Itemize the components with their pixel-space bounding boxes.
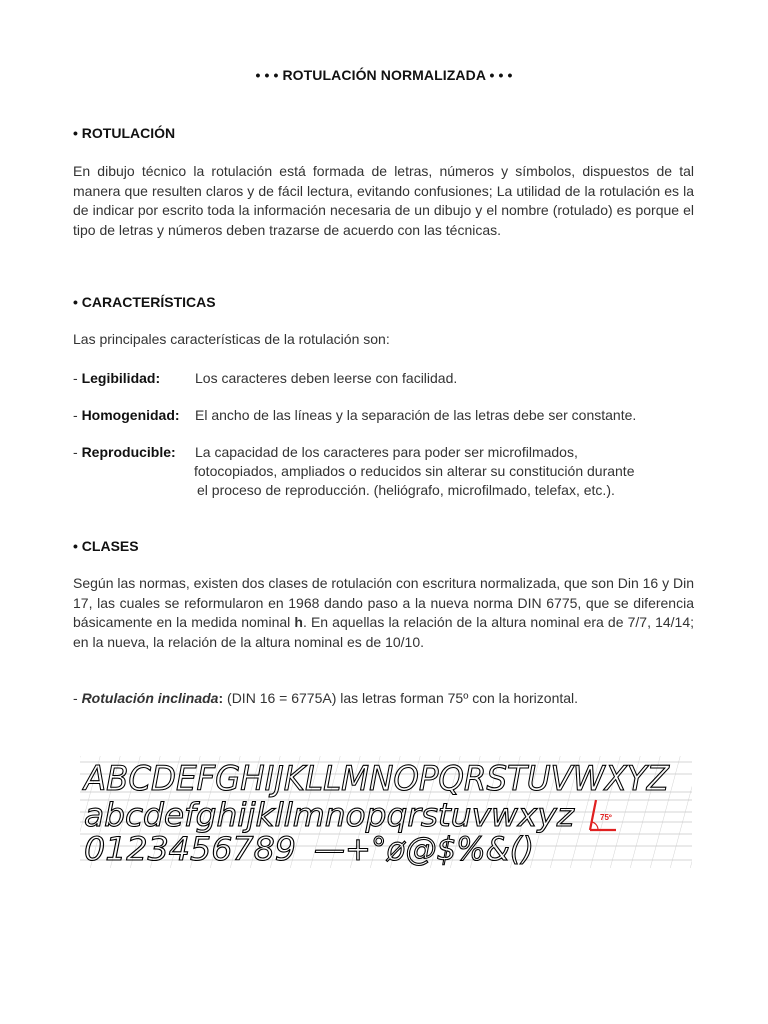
paragraph-clases-text-b: . En aquellas la relación de la altura nominal era de 7/7, 14/14; en la nueva, la relación de la altura nominal es de 10/10.	[73, 614, 694, 650]
digits-sample: 0123456789	[84, 830, 296, 868]
item-reproducible	[73, 444, 176, 460]
inclinada-prefix: -	[73, 690, 82, 706]
heading-rotulacion: • ROTULACIÓN	[73, 125, 176, 141]
angle-label: 75º	[600, 813, 612, 822]
item-legibilidad-desc: Los caracteres deben leerse con facilidad.	[195, 370, 458, 386]
inclinada-colon: :	[218, 690, 224, 706]
rotulacion-inclinada-line	[73, 690, 578, 706]
item-term: Reproducible:	[81, 444, 176, 460]
item-homogenidad	[73, 407, 180, 423]
inclinada-term: Rotulación inclinada	[81, 690, 219, 706]
item-prefix: -	[73, 444, 82, 460]
page-title: • • • ROTULACIÓN NORMALIZADA • • •	[255, 67, 513, 83]
item-reproducible-desc-line-1: La capacidad de los caracteres para poder ser microfilmados,	[195, 444, 578, 460]
uppercase-alphabet: ABCDEFGHIJKLLMNOPQRSTUVWXYZ	[82, 759, 670, 799]
item-reproducible-desc-line-2: fotocopiados, ampliados o reducidos sin alterar su constitución durante	[194, 463, 635, 479]
lettering-sample-svg	[80, 756, 692, 868]
item-term: Legibilidad:	[81, 370, 161, 386]
paragraph-rotulacion: En dibujo técnico la rotulación está formada de letras, números y símbolos, dispuestos de tal manera que resulten claros y de fácil lectura, evitando confusiones; La utilidad de la rotulación es la de indicar por escrito toda la información necesaria de un dibujo y el nombre (rotulado) es porque el tipo de letras y números deben trazarse de acuerdo con las técnicas.	[73, 163, 694, 238]
caracteristicas-intro: Las principales características de la rotulación son:	[73, 331, 390, 347]
heading-caracteristicas: • CARACTERÍSTICAS	[73, 294, 216, 310]
lettering-sample-figure	[80, 756, 692, 868]
nominal-h: h	[294, 614, 303, 630]
paragraph-clases	[73, 574, 694, 652]
item-legibilidad	[73, 370, 160, 386]
item-term: Homogenidad:	[81, 407, 180, 423]
paragraph-clases-text-a: Según las normas, existen dos clases de rotulación con escritura normalizada, que son Din 16 y Din 17, las cuales se reformularon en 1968 dando paso a la nueva norma DIN 6775, que se diferencia básicamente en la medida nominal	[73, 575, 694, 630]
symbols-sample: —+°ø@$%&()	[314, 830, 534, 868]
lowercase-alphabet: abcdefghijkllmnopqrstuvwxyz	[84, 796, 576, 834]
item-prefix: -	[73, 370, 82, 386]
heading-clases: • CLASES	[73, 538, 139, 554]
inclinada-desc: (DIN 16 = 6775A) las letras forman 75º con la horizontal.	[223, 690, 579, 706]
item-reproducible-desc-line-3: el proceso de reproducción. (heliógrafo, microfilmado, telefax, etc.).	[197, 482, 615, 498]
item-homogenidad-desc: El ancho de las líneas y la separación de las letras debe ser constante.	[195, 407, 637, 423]
item-prefix: -	[73, 407, 82, 423]
